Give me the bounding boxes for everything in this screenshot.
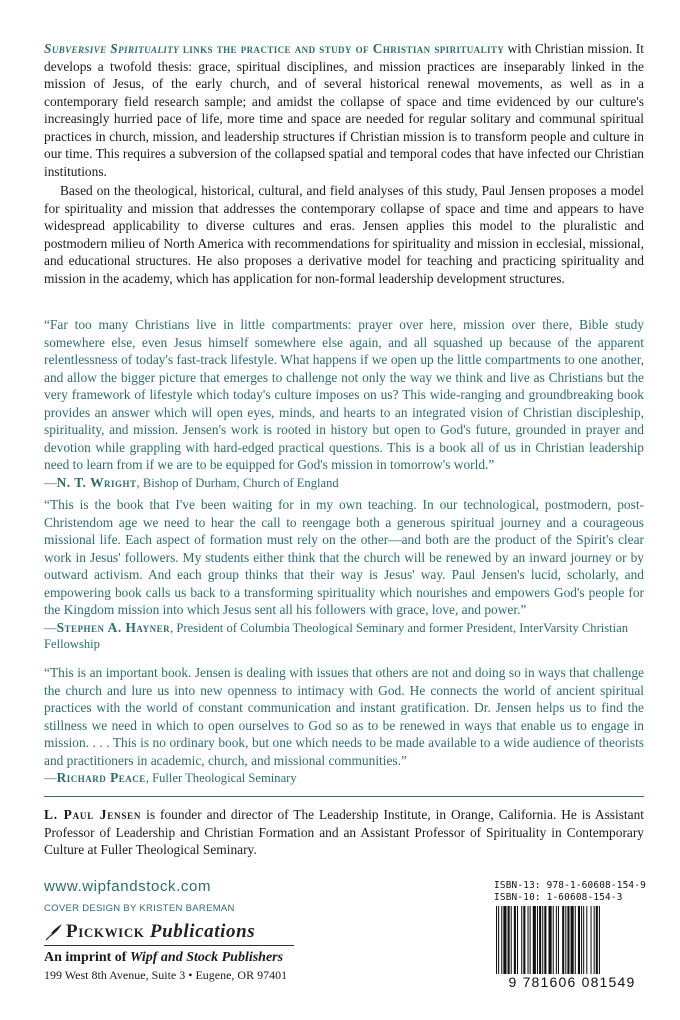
endorsement-quote: “This is the book that I've been waiting for in my own teaching. In our technological, postmodern, post-Christendom age we need to hear the call to reengage both a generous spiritual journey and a courageous missional life. Each aspect of formation must rely on the other—and both are the product of the Spirit's clear work in Jesus' followers. My students either think that the church will be renewed by an inward journey or by outward activism. And each group thinks that their way is Jesus' way. Paul Jensen's lucid, scholarly, and empowering book calls us back to a transforming spirituality which nourishes and empowers God's people for the Kingdom mission into which Jesus sent all his followers with grace, love, and power.” — [44, 497, 644, 617]
author-name: L. Paul Jensen — [44, 807, 142, 822]
blurb-paragraph-2: Based on the theological, historical, cultural, and field analyses of this study, Paul Jensen proposes a model for spirituality and mission that addresses the contemporary collapse of space and time and appears to have widespread applicability to diverse cultures and eras. Jensen applies this model to the pluralistic and postmodern milieu of North America with recommendations for spirituality and mission in ecclesial, missional, and educational structures. He also proposes a derivative model for teaching and practicing spirituality and mission in the academy, which has application for non-formal leadership development structures. — [44, 183, 644, 286]
attribution-dash: — — [44, 620, 57, 635]
endorser-affiliation: , Fuller Theological Seminary — [145, 771, 297, 785]
blurb-paragraph-1 — [44, 40, 644, 180]
publisher-website: www.wipfandstock.com — [44, 878, 212, 895]
endorsement-peace — [44, 664, 644, 786]
endorsement-quote: “This is an important book. Jensen is dealing with issues that others are not and doing so in ways that challenge the church and lure us into new openness to intimacy with God. He connects the world of ancient spiritual practices with the world of constant communication and instant gratification. Dr. Jensen helps us to find the stillness we need in which to open ourselves to God so as to be renewed in ways that enable us to engage in mission. . . . This is no ordinary book, but one which needs to be made available to a wide audience of theorists and practitioners in academic, church, and missional communities.” — [44, 665, 644, 768]
publisher-name-caps: Pickwick — [66, 921, 145, 942]
endorser-name: Stephen A. Hayner — [56, 619, 171, 635]
imprint-prefix: An imprint of — [44, 950, 130, 965]
endorser-name: Richard Peace — [56, 770, 146, 785]
imprint-line — [44, 950, 283, 966]
endorsement-attribution — [44, 620, 644, 652]
publisher-name — [66, 921, 255, 943]
blurb-book-title: Subversive Spirituality — [44, 41, 180, 56]
author-bio-text: is founder and director of The Leadership Institute, in Orange, California. He is Assistant Professor of Leadership and Christian Formation and an Assistant Professor of Spirituality in Contemporary Culture at Fuller Theological Seminary. — [44, 807, 645, 857]
publisher-logo — [44, 921, 255, 943]
blurb-lead-text: links the practice and study of Christian spirituality — [179, 41, 505, 56]
author-bio — [44, 806, 644, 859]
endorsement-hayner — [44, 496, 644, 652]
book-blurb — [44, 40, 644, 287]
attribution-dash: — — [44, 475, 57, 490]
barcode-digits: 9 781606 081549 — [508, 974, 636, 990]
endorser-name: N. T. Wright — [56, 474, 137, 490]
publisher-address: 199 West 8th Avenue, Suite 3 • Eugene, OR 97401 — [44, 968, 288, 982]
endorser-affiliation: , Bishop of Durham, Church of England — [136, 475, 339, 490]
endorsement-quote: “Far too many Christians live in little compartments: prayer over here, mission over there, Bible study somewhere else, even Jesus himself somewhere else again, and all squashed up because of the apparent relentlessness of today's fast-track lifestyle. What happens if we open up the little compartments to one another, and allow the bigger picture that emerges to challenge not only the way we think and live as Christians but the very framework of lifestyle which today's culture imposes on us? This wide-ranging and groundbreaking book provides an answer which will open eyes, minds, and hearts to an integrated vision of Christian discipleship, spirituality, and mission. Jensen's work is rooted in history but open to God's future, grounded in prayer and devotion while grappling with hard-edged practical questions. This is a book all of us in Christian leadership need to learn from if we are to be equipped for God's mission in tomorrow's world.” — [44, 317, 644, 472]
endorser-affiliation: , President of Columbia Theological Seminary and former President, InterVarsity Christian Fellowship — [44, 620, 629, 651]
endorsement-attribution — [44, 475, 644, 491]
isbn-13: ISBN-13: 978-1-60608-154-9 — [494, 880, 646, 891]
publisher-underline — [44, 945, 294, 946]
endorsement-attribution — [44, 770, 644, 786]
publisher-name-italic: Publications — [144, 921, 256, 942]
blurb-paragraph-1-text: with Christian mission. It develops a twofold thesis: grace, spiritual disciplines, and mission practices are inseparably linked in the mission of Jesus, of the early church, and of several historical renewal movements, as well as in a contemporary field research sample; and amidst the collapse of space and time evidenced by our culture's increasingly hurried pace of life, more time and space are needed for regular solitary and communal spiritual practices in church, mission, and leadership structures if Christian mission is to transform people and culture in our time. This requires a subversion of the collapsed spatial and temporal codes that have infected our Christian institutions. — [44, 41, 644, 179]
isbn-block — [484, 874, 660, 1000]
quill-icon — [44, 922, 64, 942]
imprint-name: Wipf and Stock Publishers — [129, 950, 284, 965]
isbn-10: ISBN-10: 1-60608-154-3 — [494, 892, 623, 903]
barcode — [494, 906, 650, 974]
cover-design-credit: COVER DESIGN BY KRISTEN BAREMAN — [44, 903, 235, 914]
section-divider — [44, 796, 644, 797]
attribution-dash: — — [44, 771, 57, 785]
endorsement-wright — [44, 316, 644, 491]
